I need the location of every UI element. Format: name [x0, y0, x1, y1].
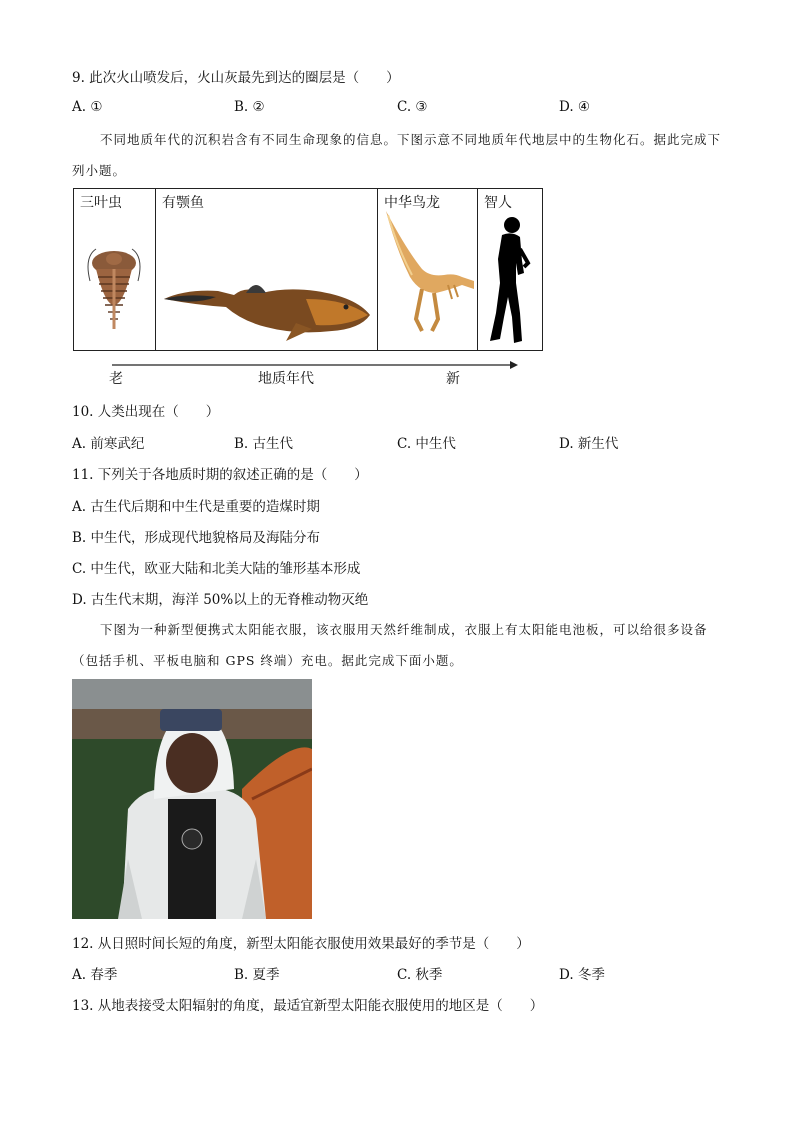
question-10-option-c[interactable]: C. 中生代	[397, 436, 456, 452]
question-9-option-b[interactable]: B. ②	[234, 99, 265, 115]
fossil-label-jawed-fish: 有颚鱼	[162, 195, 204, 211]
question-12-option-d[interactable]: D. 冬季	[559, 967, 605, 983]
timeline-title: 地质年代	[258, 371, 314, 387]
solar-jacket-photo	[72, 679, 312, 919]
sinosauropteryx-illustration	[378, 189, 478, 349]
question-11-option-a[interactable]: A. 古生代后期和中生代是重要的造煤时期	[72, 499, 320, 515]
fossil-label-sinosauropteryx: 中华鸟龙	[384, 195, 440, 211]
question-11-option-d[interactable]: D. 古生代末期，海洋 50%以上的无脊椎动物灭绝	[72, 592, 369, 608]
question-9-option-c[interactable]: C. ③	[397, 99, 428, 115]
question-10-option-b[interactable]: B. 古生代	[234, 436, 294, 452]
fossil-label-trilobite: 三叶虫	[80, 195, 122, 211]
question-10-stem: 10. 人类出现在（ ）	[72, 404, 220, 420]
fossil-cell-trilobite	[74, 189, 156, 350]
fossil-label-homo-sapiens: 智人	[484, 195, 512, 211]
question-12-option-b[interactable]: B. 夏季	[234, 967, 280, 983]
jawed-fish-illustration	[156, 189, 376, 349]
fossil-cell-homo-sapiens	[478, 189, 544, 350]
question-11-stem: 11. 下列关于各地质时期的叙述正确的是（ ）	[72, 467, 368, 483]
fossil-cell-sinosauropteryx	[378, 189, 478, 350]
timeline-old-label: 老	[109, 371, 123, 387]
fossil-cell-jawed-fish	[156, 189, 378, 350]
question-9-option-a[interactable]: A. ①	[72, 99, 103, 115]
question-11-option-c[interactable]: C. 中生代，欧亚大陆和北美大陆的雏形基本形成	[72, 561, 361, 577]
fossil-figure	[73, 188, 543, 351]
question-11-option-b[interactable]: B. 中生代，形成现代地貌格局及海陆分布	[72, 530, 321, 546]
solar-jacket-photo-illustration	[72, 679, 312, 919]
intro-paragraph-fossils: 不同地质年代的沉积岩含有不同生命现象的信息。下图示意不同地质年代地层中的生物化石。据此完成下列小题。	[72, 132, 722, 178]
trilobite-illustration	[74, 189, 154, 349]
question-13-stem: 13. 从地表接受太阳辐射的角度，最适宜新型太阳能衣服使用的地区是（ ）	[72, 998, 544, 1014]
question-12-option-a[interactable]: A. 春季	[72, 967, 118, 983]
question-9-stem: 9. 此次火山喷发后，火山灰最先到达的圈层是（ ）	[72, 70, 400, 86]
question-10-option-a[interactable]: A. 前寒武纪	[72, 436, 145, 452]
question-12-stem: 12. 从日照时间长短的角度，新型太阳能衣服使用效果最好的季节是（ ）	[72, 936, 530, 952]
question-9-option-d[interactable]: D. ④	[559, 99, 591, 115]
intro-paragraph-solar-clothing: 下图为一种新型便携式太阳能衣服，该衣服用天然纤维制成，衣服上有太阳能电池板，可以给很多设备（包括手机、平板电脑和 GPS 终端）充电。据此完成下面小题。	[72, 622, 708, 668]
timeline-new-label: 新	[446, 371, 460, 387]
homo-sapiens-silhouette	[478, 189, 544, 349]
question-12-option-c[interactable]: C. 秋季	[397, 967, 443, 983]
question-10-option-d[interactable]: D. 新生代	[559, 436, 619, 452]
